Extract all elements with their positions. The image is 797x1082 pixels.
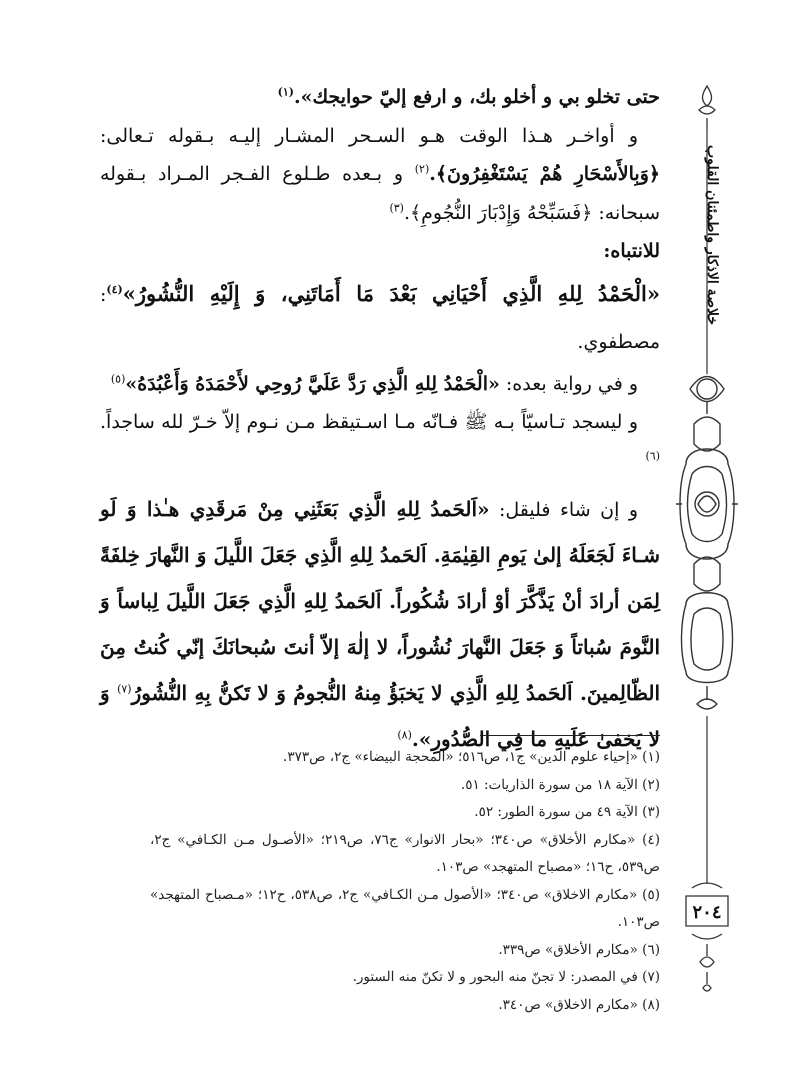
footnote-number: (٧) — [642, 969, 660, 985]
footnote-number: (٤) — [642, 831, 660, 848]
paragraph-3-source: : مصطفوي. — [100, 283, 660, 353]
paragraph-1 — [100, 78, 660, 117]
footnote-ref-6[interactable]: (٦) — [645, 449, 660, 463]
footnote-ref-5[interactable]: (٥) — [110, 372, 126, 386]
page-number-frame-icon — [686, 883, 728, 991]
body-text — [100, 78, 660, 762]
footnote-number: (٨) — [642, 996, 660, 1013]
footnote-ref-7[interactable]: (٧) — [117, 682, 132, 696]
footnote-number: (٦) — [642, 941, 660, 958]
quran-verse-2: سبحانه: ﴿فَسَبِّحْهُ وَإِدْبَارَ النُّجُومِ﴾. — [403, 201, 660, 224]
footnote-ref-8[interactable]: (٨) — [397, 728, 412, 742]
floral-ornament-icon — [676, 377, 738, 710]
footnote-6 — [150, 937, 660, 965]
footnote-2 — [150, 772, 660, 800]
footnote-separator — [480, 735, 660, 736]
footnote-text: «مكارم الأخلاق» ص٣٣٩. — [498, 941, 638, 958]
footnote-3 — [150, 799, 660, 827]
footnote-7 — [150, 964, 660, 992]
paragraph-4-text: و في رواية بعده: — [499, 372, 638, 395]
footnote-number: (٥) — [642, 886, 660, 903]
footnote-ref-1[interactable]: (١) — [277, 85, 294, 99]
footnote-text: «إحياء علوم الدين» ج١، ص٥١٦؛ «المحجة البيضاء» ج٢، ص٣٧٣. — [283, 749, 638, 765]
dua-quote-3: «اَلحَمدُ لِلهِ الَّذِي بَعَثَنِي مِنْ مَرقَدِي هـٰذا وَ لَو شـاءَ لَجَعَلَهُ إلىٰ يَومِ القِيٰمَةِ. اَلحَمدُ لِلهِ الَّذِي جَعَلَ اللَّيلَ وَ النَّهارَ خِلفَةً لِمَن أرادَ أنْ يَذَّكَّرَ أوْ أرادَ شُكُوراً. اَلحَمدُ لِلهِ الَّذِي جَعَلَ اللَّيلَ لِباساً وَ النَّومَ سُباتاً وَ جَعَلَ النَّهارَ نُشُوراً، لا إلٰهَ إلاّ أنتَ سُبحانَكَ إنّي كُنتُ مِنَ الظّالِمينَ. اَلحَمدُ لِلهِ الَّذِي لا يَخبَؤُ مِنهُ النُّجومُ وَ لا تَكنُّ بِهِ النُّشُورُ — [100, 497, 660, 705]
footnote-4 — [150, 827, 660, 882]
footnote-8 — [150, 992, 660, 1020]
paragraph-6 — [100, 486, 660, 762]
footnote-ref-2[interactable]: (٢) — [414, 162, 430, 176]
paragraph-2-text-a: و أواخـر هـذا الوقت هـو السـحر المشـار إليـه بـقوله تـعالى: — [100, 124, 638, 147]
paragraph-4 — [100, 365, 660, 404]
footnote-1 — [150, 744, 660, 772]
paragraph-2 — [100, 117, 660, 233]
footnote-5 — [150, 882, 660, 937]
footnote-text: «مكارم الاخلاق» ص٣٤٠. — [498, 996, 638, 1013]
running-title: خلاصة الاذكار واطمئنان القلوب — [704, 145, 720, 325]
paragraph-5 — [100, 403, 660, 480]
paragraph-3 — [100, 271, 660, 365]
paragraph-5-text: و ليسجد تـاسيّاً بـه ﷺ فـانّه مـا اسـتيقظ مـن نـوم إلاّ خـرّ لله ساجداً. — [100, 411, 638, 433]
footnote-number: (١) — [642, 749, 660, 765]
dua-quote-2: «الْحَمْدُ لِلهِ الَّذِي رَدَّ عَلَيَّ رُوحِي لأَحْمَدَهُ وَأَعْبُدَهُ» — [125, 372, 500, 395]
footnote-text: الآية ٤٩ من سورة الطور: ٥٢. — [474, 804, 638, 820]
footnote-ref-3[interactable]: (٣) — [389, 201, 404, 215]
footnote-ref-4[interactable]: (٤) — [106, 282, 123, 296]
footnotes — [150, 744, 660, 1019]
quran-verse-1: ﴿وَبِالأَسْحَارِ هُمْ يَسْتَغْفِرُونَ﴾. — [429, 163, 661, 185]
paragraph-6-text: و إن شاء فليقل: — [489, 499, 639, 521]
footnote-text: الآية ١٨ من سورة الذاريات: ٥١. — [460, 776, 638, 793]
footnote-number: (٣) — [642, 804, 660, 820]
page-number: ٢٠٤ — [692, 902, 722, 923]
paragraph-2-text-c: و بـعده طـلوع الفـجر المـراد بـقوله — [100, 163, 415, 185]
top-finial-icon — [699, 86, 715, 130]
footnote-text: «مكارم الاخلاق» ص٣٤٠؛ «الأصول مـن الكـافي» ج٢، ص٥٣٨، ح١٢؛ «مـصباح المتهجد» ص١٠٣. — [150, 886, 660, 930]
paragraph-1-text: حتى تخلو بي و أخلو بك، و ارفع إليّ حوايجك». — [294, 86, 660, 108]
footnote-text: في المصدر: لا تجنّ منه البحور و لا تكنّ منه الستور. — [352, 969, 638, 985]
section-heading: للانتباه: — [603, 240, 660, 262]
footnote-text: «مكارم الأخلاق» ص٣٤٠؛ «بحار الانوار» ج٧٦، ص٢١٩؛ «الأصـول مـن الكـافي» ج٢، ص٥٣٩، ح١٦؛ «مصباح المتهجد» ص١٠٣. — [150, 831, 660, 875]
footnote-number: (٢) — [642, 776, 660, 793]
dua-quote-3-end: وَ لا يَخفىٰ عَلَيهِ ما فِي الصُّدُورِ». — [100, 681, 660, 751]
dua-quote-1: «الْحَمْدُ لِلهِ الَّذِي أَحْيَانِي بَعْدَ مَا أَمَاتَنِي، وَ إِلَيْهِ النُّشُورُ» — [122, 280, 660, 306]
